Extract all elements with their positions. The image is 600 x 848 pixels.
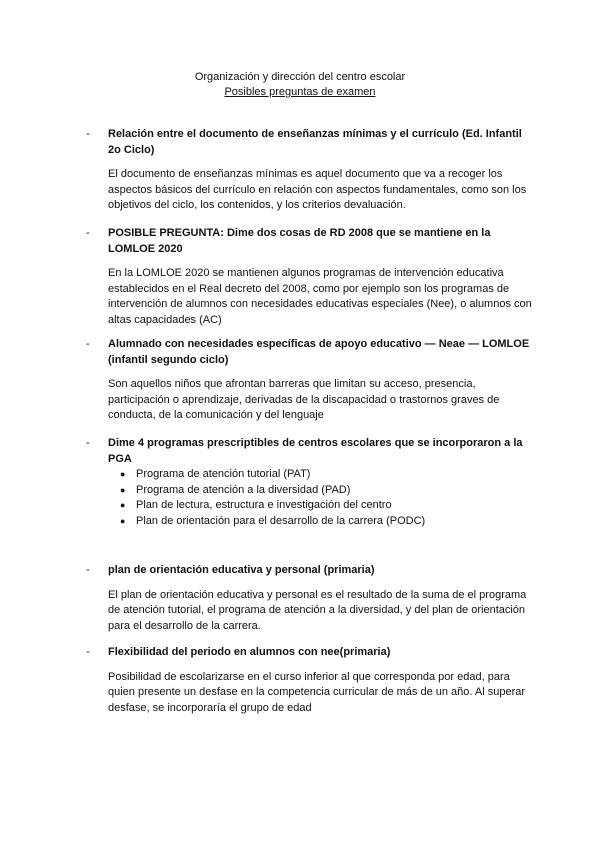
bullet-icon: ● (120, 515, 126, 526)
list-item-text: Plan de orientación para el desarrollo de la carrera (PODC) (136, 514, 426, 527)
dash-marker: - (86, 128, 90, 140)
document-title: Organización y dirección del centro escolar (194, 71, 406, 83)
program-list (108, 467, 536, 529)
answer-text: En la LOMLOE 2020 se mantienen algunos programas de intervención educativa establecidos en el Real decreto del 2008, como por ejemplo son los programas de intervención de alumnos con necesidades educativas especiales (Nee), o alumnos con altas capacidades (AC) (108, 267, 532, 326)
bullet-icon: ● (120, 500, 126, 510)
question-title: Flexibilidad del periodo en alumnos con nee(primaria) (108, 646, 391, 658)
list-item-text: Plan de lectura, estructura e investigación del centro (136, 499, 392, 511)
list-item (108, 467, 536, 483)
question-title: Dime 4 programas prescriptibles de centros escolares que se incorporaron a la PGA (108, 437, 523, 465)
question-section-6 (86, 645, 536, 716)
question-title: Relación entre el documento de enseñanzas mínimas y el currículo (Ed. Infantil 2o Ciclo) (108, 128, 522, 156)
list-item (108, 483, 536, 499)
question-section-4 (86, 436, 536, 529)
question-section-3 (86, 337, 536, 424)
question-title: plan de orientación educativa y personal (primaria) (108, 564, 375, 576)
list-item-text: Programa de atención a la diversidad (PAD) (136, 483, 351, 496)
answer-text: El documento de enseñanzas mínimas es aquel documento que va a recoger los aspectos básicos del currículo en relación con aspectos fundamentales, como son los objetivos del ciclo, los contenidos, y los criterios devaluación. (108, 168, 527, 211)
list-item (108, 514, 536, 530)
dash-marker: - (86, 338, 90, 350)
question-title: POSIBLE PREGUNTA: Dime dos cosas de RD 2008 que se mantiene en la LOMLOE 2020 (108, 227, 491, 255)
question-section-5 (86, 563, 536, 634)
dash-marker: - (86, 437, 90, 449)
bullet-icon: ● (120, 484, 126, 495)
answer-text: Posibilidad de escolarizarse en el curso inferior al que corresponda por edad, para quien presente un desfase en la competencia curricular de más de un año. Al superar desfase, se incorporaría el grupo de edad (108, 670, 526, 714)
dash-marker: - (86, 227, 90, 239)
question-section-1 (86, 127, 536, 214)
answer-text: El plan de orientación educativa y personal es el resultado de la suma de el programa de atención tutorial, el programa de atención a la diversidad, y del plan de orientación para el desarrollo de la carrera. (108, 588, 527, 632)
document-subtitle: Posibles preguntas de examen (224, 86, 376, 98)
question-section-2 (86, 226, 536, 328)
dash-marker: - (86, 646, 90, 658)
bullet-icon: ● (120, 469, 126, 479)
answer-text: Son aquellos niños que afrontan barreras que limitan su acceso, presencia, participación o aprendizaje, derivadas de la discapacidad o trastornos graves de conducta, de la comunicación y del lenguaje (108, 378, 500, 421)
dash-marker: - (86, 564, 90, 576)
question-title: Alumnado con necesidades específicas de apoyo educativo — Neae — LOMLOE (infantil segundo ciclo) (108, 338, 530, 366)
list-item (108, 498, 536, 514)
list-item-text: Programa de atención tutorial (PAT) (136, 468, 311, 480)
